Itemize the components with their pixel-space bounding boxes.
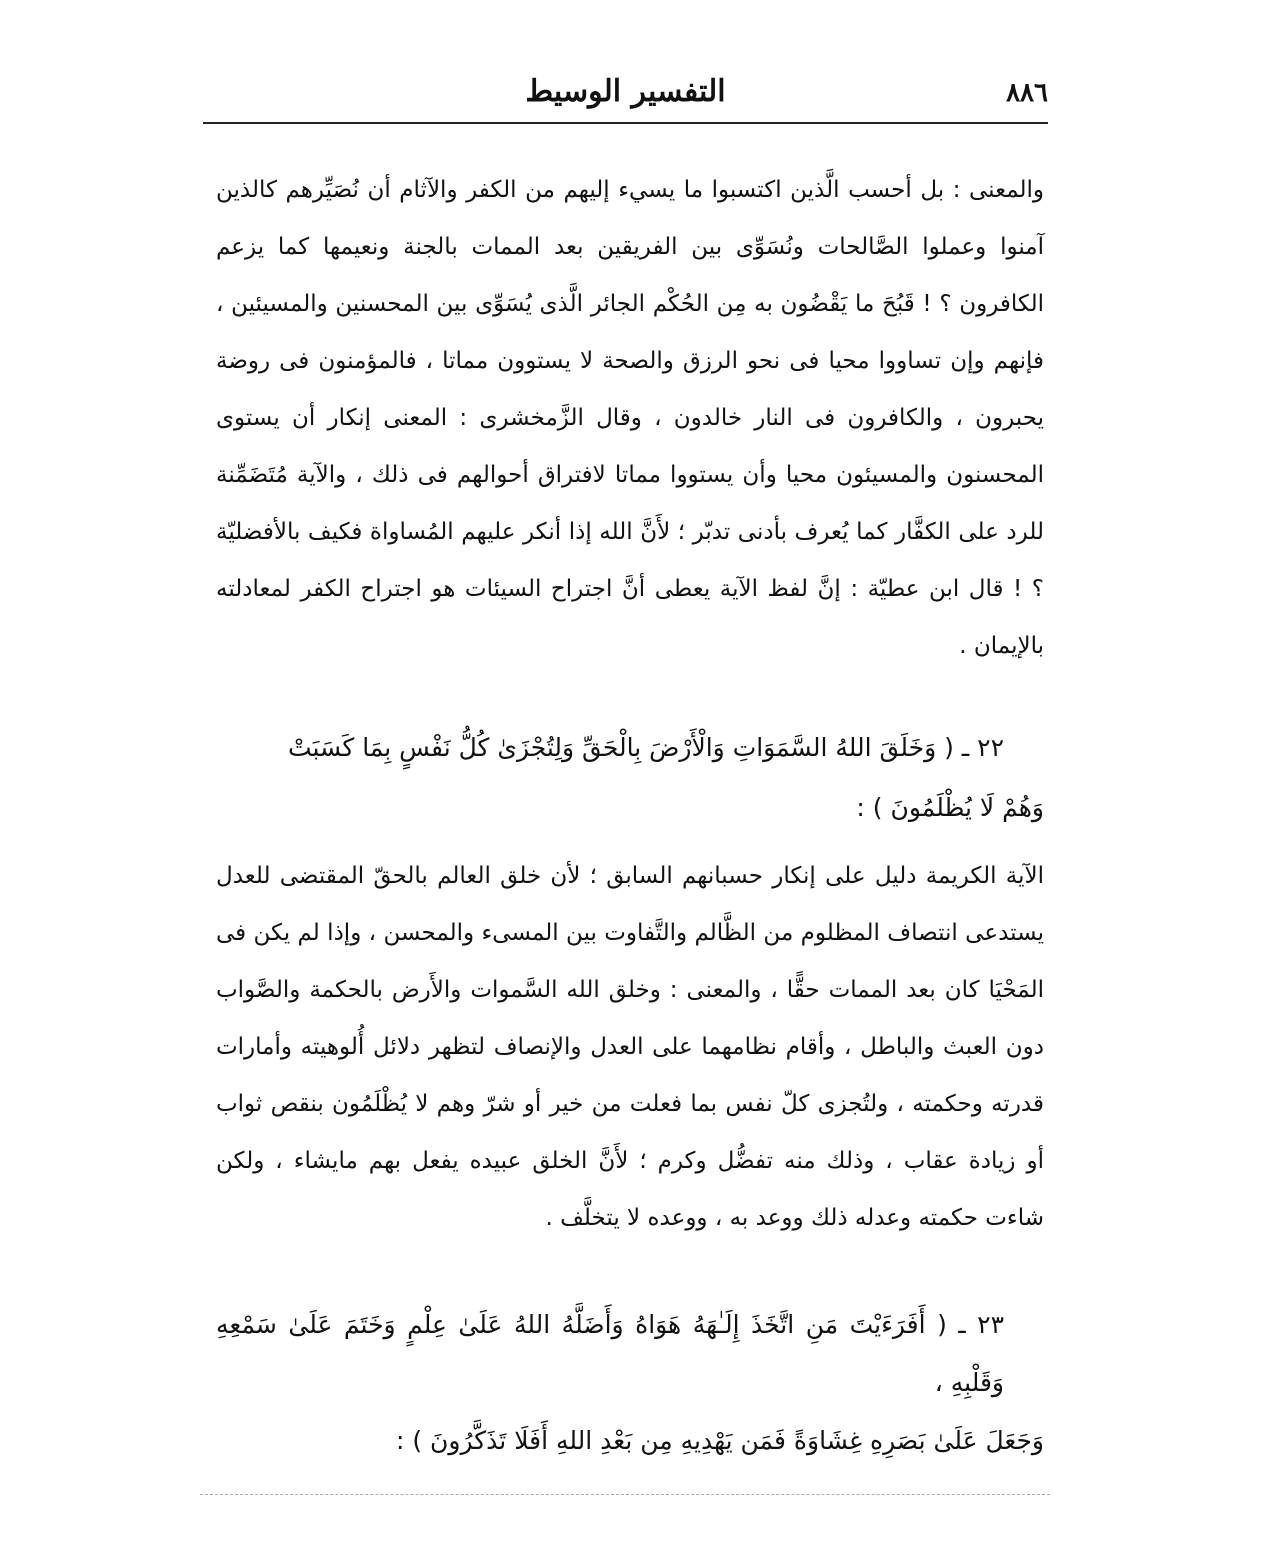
verse-22-line-1: ٢٢ ـ ( وَخَلَقَ اللهُ السَّمَوَاتِ وَالْأَرْضَ بِالْحَقِّ وَلِتُجْزَىٰ كُلُّ نَفْسٍ بِمَا كَسَبَتْ [287, 733, 1004, 762]
verse-23-line-1: ٢٣ ـ ( أَفَرَءَيْتَ مَنِ اتَّخَذَ إِلَـٰهَهُ هَوَاهُ وَأَضَلَّهُ اللهُ عَلَىٰ عِلْمٍ وَخَتَمَ عَلَىٰ سَمْعِهِ وَقَلْبِهِ ، [216, 1310, 1004, 1397]
page-header [203, 72, 1048, 124]
verse-23-line-2: وَجَعَلَ عَلَىٰ بَصَرِهِ غِشَاوَةً فَمَن يَهْدِيهِ مِن بَعْدِ اللهِ أَفَلَا تَذَكَّرُونَ ) : [395, 1426, 1044, 1455]
page-number: ٨٨٦ [1006, 78, 1048, 108]
commentary-paragraph-2: الآية الكريمة دليل على إنكار حسبانهم السابق ؛ لأن خلق العالم بالحقّ المقتضى للعدل يستدعى انتصاف المظلوم من الظَّالم والتَّفاوت بين المسىء والمحسن ، وإذا لم يكن فى المَحْيَا كان بعد الممات حقًّا ، والمعنى : وخلق الله السَّموات والأَرض بالحكمة والصَّواب دون العبث والباطل ، وأقام نظامهما على العدل والإنصاف لتظهر دلائل أُلوهيته وأمارات قدرته وحكمته ، ولتُجزى كلّ نفس بما فعلت من خير أو شرّ وهم لا يُظْلَمُون بنقص ثواب أو زيادة عقاب ، وذلك منه تفضُّل وكرم ؛ لأَنَّ الخلق عبيده يفعل بهم مايشاء ، ولكن شاءت حكمته وعدله ذلك ووعد به ، ووعده لا يتخلَّف . [216, 863, 1044, 1231]
commentary-paragraph-1: والمعنى : بل أحسب الَّذين اكتسبوا ما يسيء إليهم من الكفر والآثام أن نُصَيِّرهم كالذين آمنوا وعملوا الصَّالحات ونُسَوِّى بين الفريقين بعد الممات بالجنة ونعيمها كما يزعم الكافرون ؟ ! قَبُحَ ما يَقْضُون به مِن الحُكْم الجائر الَّذى يُسَوِّى بين المحسنين والمسيئين ، فإنهم وإن تساووا محيا فى نحو الرزق والصحة لا يستوون مماتا ، فالمؤمنون فى روضة يحبرون ، والكافرون فى النار خالدون ، وقال الزَّمخشرى : المعنى إنكار أن يستوى المحسنون والمسيئون محيا وأن يستووا مماتا لافتراق أحوالهم فى ذلك ، والآية مُتَضَمِّنة للرد على الكفَّار كما يُعرف بأدنى تدبّر ؛ لأَنَّ الله إذا أنكر عليهم المُساواة فكيف بالأفضليّة ؟ ! قال ابن عطيّة : إنَّ لفظ الآية يعطى أنَّ اجتراح السيئات هو اجتراح الكفر لمعادلته بالإيمان . [216, 177, 1044, 659]
verse-22-line-2: وَهُمْ لَا يُظْلَمُونَ ) : [856, 793, 1044, 822]
scan-bottom-edge [200, 1494, 1050, 1495]
verse-23 [216, 1296, 1044, 1470]
verse-22 [216, 718, 1044, 838]
header-rule [203, 122, 1048, 124]
running-title: التفسير الوسيط [525, 74, 726, 109]
